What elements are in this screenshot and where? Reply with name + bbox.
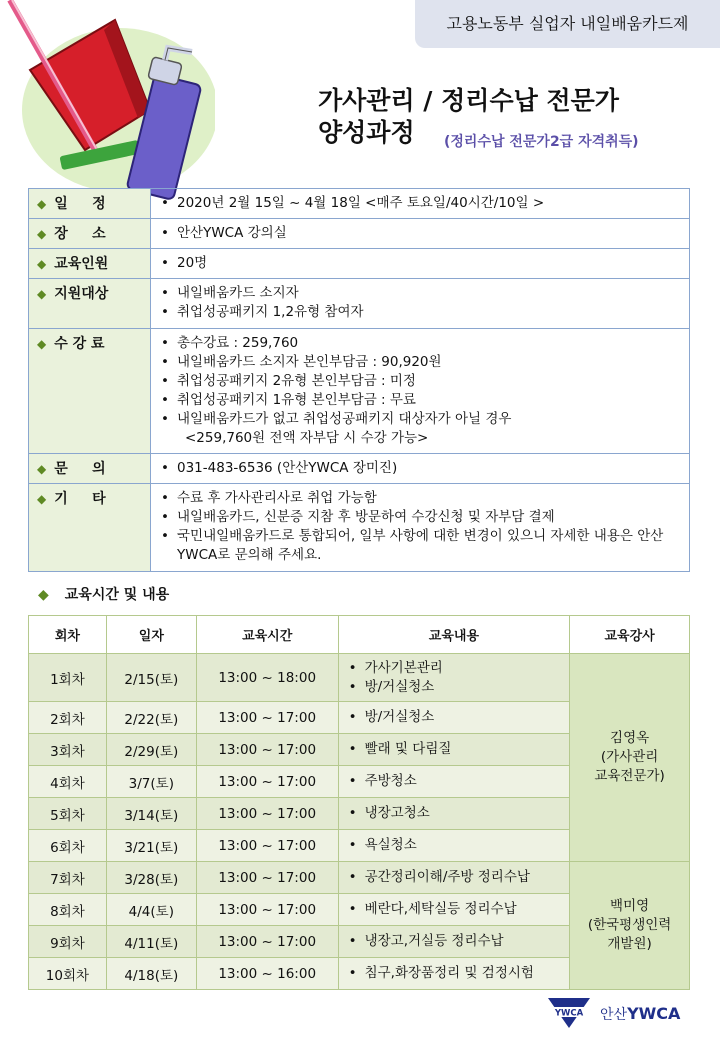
- instructor-name: 백미영: [610, 898, 650, 914]
- diamond-icon: ◆: [37, 492, 47, 506]
- info-row-fee: [29, 329, 690, 454]
- col-header: 회차: [29, 616, 107, 654]
- instructor-role: (가사관리: [600, 749, 659, 765]
- cell-round: 9회차: [29, 926, 107, 958]
- info-table: [28, 188, 690, 572]
- diamond-icon: ◆: [37, 287, 47, 301]
- col-header: 일자: [106, 616, 196, 654]
- cell-round: 6회차: [29, 830, 107, 862]
- info-value: • 내일배움카드, 신분증 지참 후 방문하여 수강신청 및 자부담 결제: [161, 508, 679, 527]
- diamond-icon: ◆: [38, 587, 49, 603]
- page-title-line2: 양성과정: [318, 118, 415, 147]
- logo-prefix: 안산: [600, 1007, 628, 1023]
- info-value: • 총수강료 : 259,760: [161, 334, 679, 353]
- cell-content: • 욕실청소: [347, 836, 570, 855]
- cell-round: 2회차: [29, 702, 107, 734]
- table-row: [29, 654, 690, 702]
- cell-time: 13:00 ~ 17:00: [196, 734, 338, 766]
- info-value: • 내일배움카드 소지자: [161, 284, 679, 303]
- diamond-icon: ◆: [37, 197, 47, 211]
- cell-time: 13:00 ~ 17:00: [196, 894, 338, 926]
- cell-content: • 빨래 및 다림질: [347, 740, 570, 759]
- col-header: 교육시간: [196, 616, 338, 654]
- cell-content: • 방/거실청소: [347, 678, 570, 697]
- logo-mark-text: YWCA: [554, 1008, 584, 1019]
- cell-time: 13:00 ~ 17:00: [196, 766, 338, 798]
- info-value: • 취업성공패키지 1유형 본인부담금 : 무료: [161, 391, 679, 410]
- cell-date: 4/11(토): [106, 926, 196, 958]
- diamond-icon: ◆: [37, 227, 47, 241]
- cell-instructor: [570, 862, 690, 990]
- logo-name: YWCA: [627, 1004, 681, 1023]
- instructor-name: 김영옥: [610, 730, 650, 746]
- info-value: • 국민내일배움카드로 통합되어, 일부 사항에 대한 변경이 있으니 자세한 내용은 안산YWCA로 문의해 주세요.: [161, 527, 679, 565]
- schedule-table: [28, 615, 690, 990]
- cell-time: 13:00 ~ 18:00: [196, 654, 338, 702]
- ywca-logo-mark: [546, 996, 592, 1030]
- info-row-schedule: [29, 189, 690, 219]
- cell-date: 3/21(토): [106, 830, 196, 862]
- cell-content: • 베란다,세탁실등 정리수납: [347, 900, 570, 919]
- cell-time: 13:00 ~ 16:00: [196, 958, 338, 990]
- info-row-contact: [29, 454, 690, 484]
- info-value-note: <259,760원 전액 자부담 시 수강 가능>: [185, 430, 429, 446]
- info-label: 일 정: [54, 196, 106, 212]
- info-value: • 031-483-6536 (안산YWCA 장미진): [161, 459, 679, 478]
- section-title-text: 교육시간 및 내용: [64, 587, 170, 603]
- info-value: • 취업성공패키지 2유형 본인부담금 : 미정: [161, 372, 679, 391]
- cell-content: • 냉장고청소: [347, 804, 570, 823]
- info-row-capacity: [29, 249, 690, 279]
- info-row-eligibility: [29, 279, 690, 329]
- instructor-role: (한국평생인력: [587, 917, 672, 933]
- col-header: 교육내용: [338, 616, 570, 654]
- info-value: • 20명: [161, 254, 679, 273]
- info-row-place: [29, 219, 690, 249]
- cell-round: 5회차: [29, 798, 107, 830]
- cell-date: 3/14(토): [106, 798, 196, 830]
- info-label: 장 소: [54, 226, 106, 242]
- diamond-icon: ◆: [37, 462, 47, 476]
- cell-content: • 방/거실청소: [347, 708, 570, 727]
- cell-time: 13:00 ~ 17:00: [196, 702, 338, 734]
- cell-time: 13:00 ~ 17:00: [196, 798, 338, 830]
- cell-time: 13:00 ~ 17:00: [196, 830, 338, 862]
- program-badge: 고용노동부 실업자 내일배움카드제: [415, 0, 720, 48]
- cell-content: • 가사기본관리: [347, 659, 570, 678]
- info-label: 수 강 료: [54, 336, 105, 352]
- diamond-icon: ◆: [37, 337, 47, 351]
- info-label: 문 의: [54, 461, 106, 477]
- cell-round: 7회차: [29, 862, 107, 894]
- cell-round: 10회차: [29, 958, 107, 990]
- cell-date: 4/4(토): [106, 894, 196, 926]
- cell-time: 13:00 ~ 17:00: [196, 862, 338, 894]
- cell-date: 3/28(토): [106, 862, 196, 894]
- col-header: 교육강사: [570, 616, 690, 654]
- info-label: 교육인원: [54, 256, 109, 272]
- cleaning-clipart: [0, 0, 215, 200]
- cell-date: 4/18(토): [106, 958, 196, 990]
- cell-round: 8회차: [29, 894, 107, 926]
- page-title: 가사관리 / 정리수납 전문가: [318, 86, 619, 115]
- cell-content: • 공간정리이해/주방 정리수납: [347, 868, 570, 887]
- diamond-icon: ◆: [37, 257, 47, 271]
- cell-round: 4회차: [29, 766, 107, 798]
- instructor-role: 교육전문가): [594, 768, 665, 784]
- cell-date: 2/15(토): [106, 654, 196, 702]
- page-subtitle: (정리수납 전문가2급 자격취득): [444, 134, 639, 150]
- cell-instructor: [570, 654, 690, 862]
- table-row: [29, 862, 690, 894]
- cell-content: • 주방청소: [347, 772, 570, 791]
- logo-text: [600, 1004, 680, 1024]
- info-value: • 내일배움카드가 없고 취업성공패키지 대상자가 아닐 경우: [161, 410, 679, 429]
- cell-time: 13:00 ~ 17:00: [196, 926, 338, 958]
- ywca-logo: [546, 996, 696, 1030]
- info-row-etc: [29, 484, 690, 572]
- info-label: 기 타: [54, 491, 106, 507]
- cell-round: 1회차: [29, 654, 107, 702]
- cell-date: 3/7(토): [106, 766, 196, 798]
- cell-round: 3회차: [29, 734, 107, 766]
- info-value: • 수료 후 가사관리사로 취업 가능함: [161, 489, 679, 508]
- cell-content: • 침구,화장품정리 및 검정시험: [347, 964, 570, 983]
- cell-date: 2/22(토): [106, 702, 196, 734]
- section-title: [38, 584, 169, 604]
- info-value: • 2020년 2월 15일 ~ 4월 18일 <매주 토요일/40시간/10일 >: [161, 194, 679, 213]
- info-label: 지원대상: [54, 286, 109, 302]
- info-value: • 내일배움카드 소지자 본인부담금 : 90,920원: [161, 353, 679, 372]
- instructor-role: 개발원): [607, 936, 652, 952]
- info-value: • 안산YWCA 강의실: [161, 224, 679, 243]
- cell-content: • 냉장고,거실등 정리수납: [347, 932, 570, 951]
- info-value: • 취업성공패키지 1,2유형 참여자: [161, 303, 679, 322]
- cell-date: 2/29(토): [106, 734, 196, 766]
